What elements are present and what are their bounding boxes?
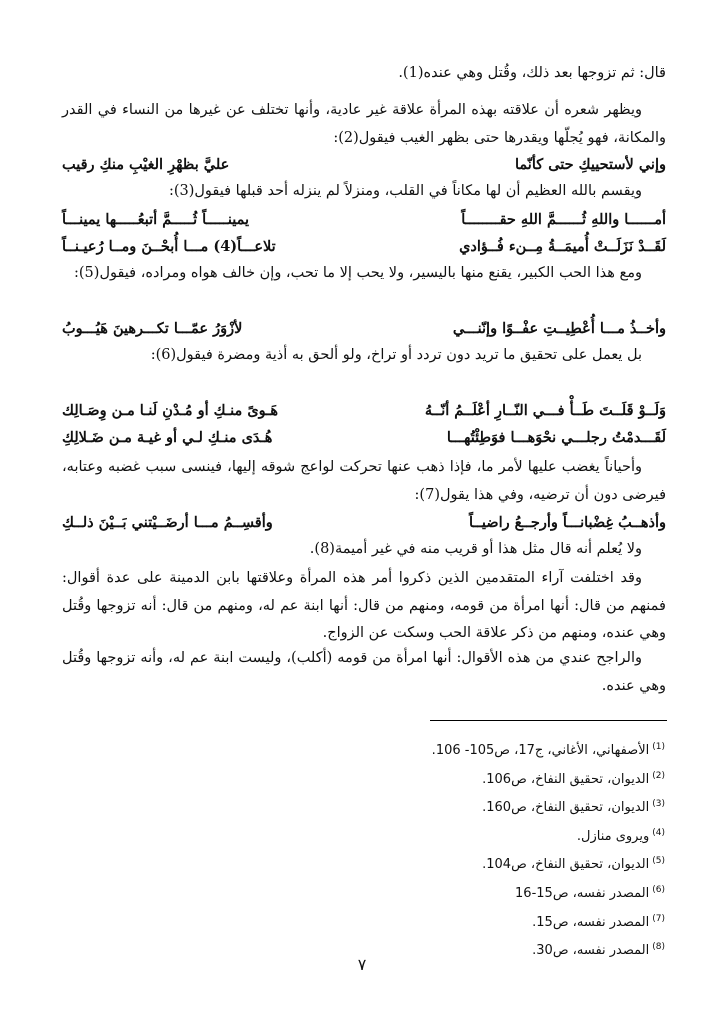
verse-2-second-hemistich: يمينـــــاً ثُـــــمَّ أتبعُـــــها يمينـــاً — [62, 211, 250, 228]
footnote-text: المصدر نفسه، ص15-16 — [515, 885, 650, 901]
footnote-text: المصدر نفسه، ص30. — [532, 943, 650, 959]
paragraph-1: قال: ثم تزوجها بعد ذلك، وقُتل وهي عنده(1). — [398, 65, 666, 81]
verse-3-first-hemistich: لَقَــدْ نَزَلَــتْ أُميمَــةُ مِــنء فُــؤادي — [459, 238, 666, 255]
verse-5-second-hemistich: هَـوىً منـكِ أو مُـدْنِ لَنـا مـن وِصَـالِك — [62, 402, 279, 419]
footnote-number: (5) — [652, 856, 665, 867]
paragraph-6: وأحياناً يغضب عليها لأمر ما، فإذا ذهب عنها تحركت لواعج شوقه إليها، فينسى سبب غضبه وعتابه، فيرضى دون أن ترضيه، وفي هذا يقول(7): — [62, 459, 666, 503]
footnote-4 — [62, 819, 665, 848]
footnote-number: (4) — [652, 827, 665, 838]
paragraph-7: ولا يُعلم أنه قال مثل هذا أو قريب منه في غير أميمة(8). — [309, 541, 642, 557]
footnote-text: الديوان، تحقيق النفاخ، ص160. — [482, 800, 650, 816]
verse-2 — [62, 206, 666, 233]
verse-6-first-hemistich: لَقَـــدمْتُ رجلـــي نحْوَهـــا فوَطِئْتُهـــا — [446, 429, 666, 446]
footnote-3 — [62, 790, 665, 819]
footnotes — [62, 733, 665, 962]
footnote-number: (1) — [652, 742, 665, 752]
verse-3-second-hemistich: تلاعـــاً(4) مـــا أُبحْــنَ ومــا رُعيـنــاً — [62, 238, 276, 255]
verse-7 — [62, 509, 666, 536]
page-number: ٧ — [357, 955, 367, 974]
verse-7-first-hemistich: وأذهــبُ غِضْبانـــاً وأرجــعُ راضيــاً — [468, 514, 666, 531]
verse-4-second-hemistich: لأزْوَرُ عمّـــا تكـــرهينَ هَيُـــوبُ — [62, 320, 243, 337]
verse-5-first-hemistich: وَلَــوْ قَلَــتَ طَــأْ فـــي النّــارِ أعْلَــمُ أنّــهُ — [424, 402, 666, 419]
footnote-text: الديوان، تحقيق النفاخ، ص106. — [482, 771, 650, 787]
verse-1-second-hemistich: عليَّ بظهْرِ الغيْبِ منكِ رقيب — [62, 156, 230, 173]
footnote-6 — [62, 876, 665, 905]
verse-1 — [62, 151, 666, 178]
footnote-1 — [62, 733, 665, 762]
paragraph-4: ومع هذا الحب الكبير، يقنع منها باليسير، ولا يحب إلا ما تحب، وإن خالف هواه ومراده، فيقول(5): — [74, 265, 642, 281]
verse-6 — [62, 424, 666, 451]
verse-1-first-hemistich: وإني لأستحييكِ حتى كأنّما — [514, 156, 666, 173]
verse-6-second-hemistich: هُـدَى منـكِ لـي أو غيـة مـن ضَـلالِكِ — [62, 429, 273, 446]
footnote-5 — [62, 847, 665, 876]
footnote-2 — [62, 762, 665, 791]
footnote-text: الديوان، تحقيق النفاخ، ص104. — [482, 857, 650, 873]
paragraph-2: ويظهر شعره أن علاقته بهذه المرأة علاقة غير عادية، وأنها تختلف عن غيرها من النساء في القدر والمكانة، فهو يُجلّها ويقدرها حتى بظهر الغيب فيقول(2): — [62, 102, 666, 146]
footnote-number: (8) — [652, 942, 665, 953]
verse-4-first-hemistich: وأخــذُ مـــا أُعْطِيــتِ عفْــوًا وإنّنـــي — [452, 320, 666, 337]
footnote-text: ويروى منازل. — [576, 828, 650, 844]
paragraph-5: بل يعمل على تحقيق ما تريد دون تردد أو تراخ، ولو ألحق به أذية ومضرة فيقول(6): — [150, 347, 642, 363]
verse-2-first-hemistich: أمــــــا واللهِ ثُــــــمَّ اللهِ حقــــــــاً — [461, 211, 666, 228]
verse-5 — [62, 397, 666, 424]
paragraph-8: وقد اختلفت آراء المتقدمين الذين ذكروا أمر هذه المرأة وعلاقتها بابن الدمينة على عدة أقوال: فمنهم من قال: أنها امرأة من قومه، ومنهم من قال: أنها ابنة عم له، ومنهم من قال: أنه تزوجها وقُتل وهي عنده، ومنهم من ذكر علاقة الحب وسكت عن الزواج. — [62, 570, 666, 641]
footnote-number: (3) — [652, 799, 665, 810]
footnote-text: الأصفهاني، الأغاني، ج17، ص105- 106. — [431, 743, 650, 758]
verse-4 — [62, 315, 666, 342]
verse-7-second-hemistich: وأقسِــمُ مـــا أرضَــيْتني بَــيْنَ ذلــكِ — [62, 514, 273, 531]
footnote-number: (6) — [652, 884, 665, 895]
footnote-number: (7) — [652, 913, 665, 924]
paragraph-9: والراجح عندي من هذه الأقوال: أنها امرأة من قومه (أكلب)، وليست ابنة عم له، وأنه تزوجها وقُتل وهي عنده. — [62, 650, 666, 694]
paragraph-3: ويقسم بالله العظيم أن لها مكاناً في القلب، ومنزلاً لم ينزله أحد قبلها فيقول(3): — [168, 183, 642, 199]
verse-3 — [62, 233, 666, 260]
footnote-7 — [62, 905, 665, 934]
footnote-text: المصدر نفسه، ص15. — [532, 914, 650, 930]
footnote-number: (2) — [652, 770, 665, 781]
footnote-separator — [430, 720, 667, 721]
